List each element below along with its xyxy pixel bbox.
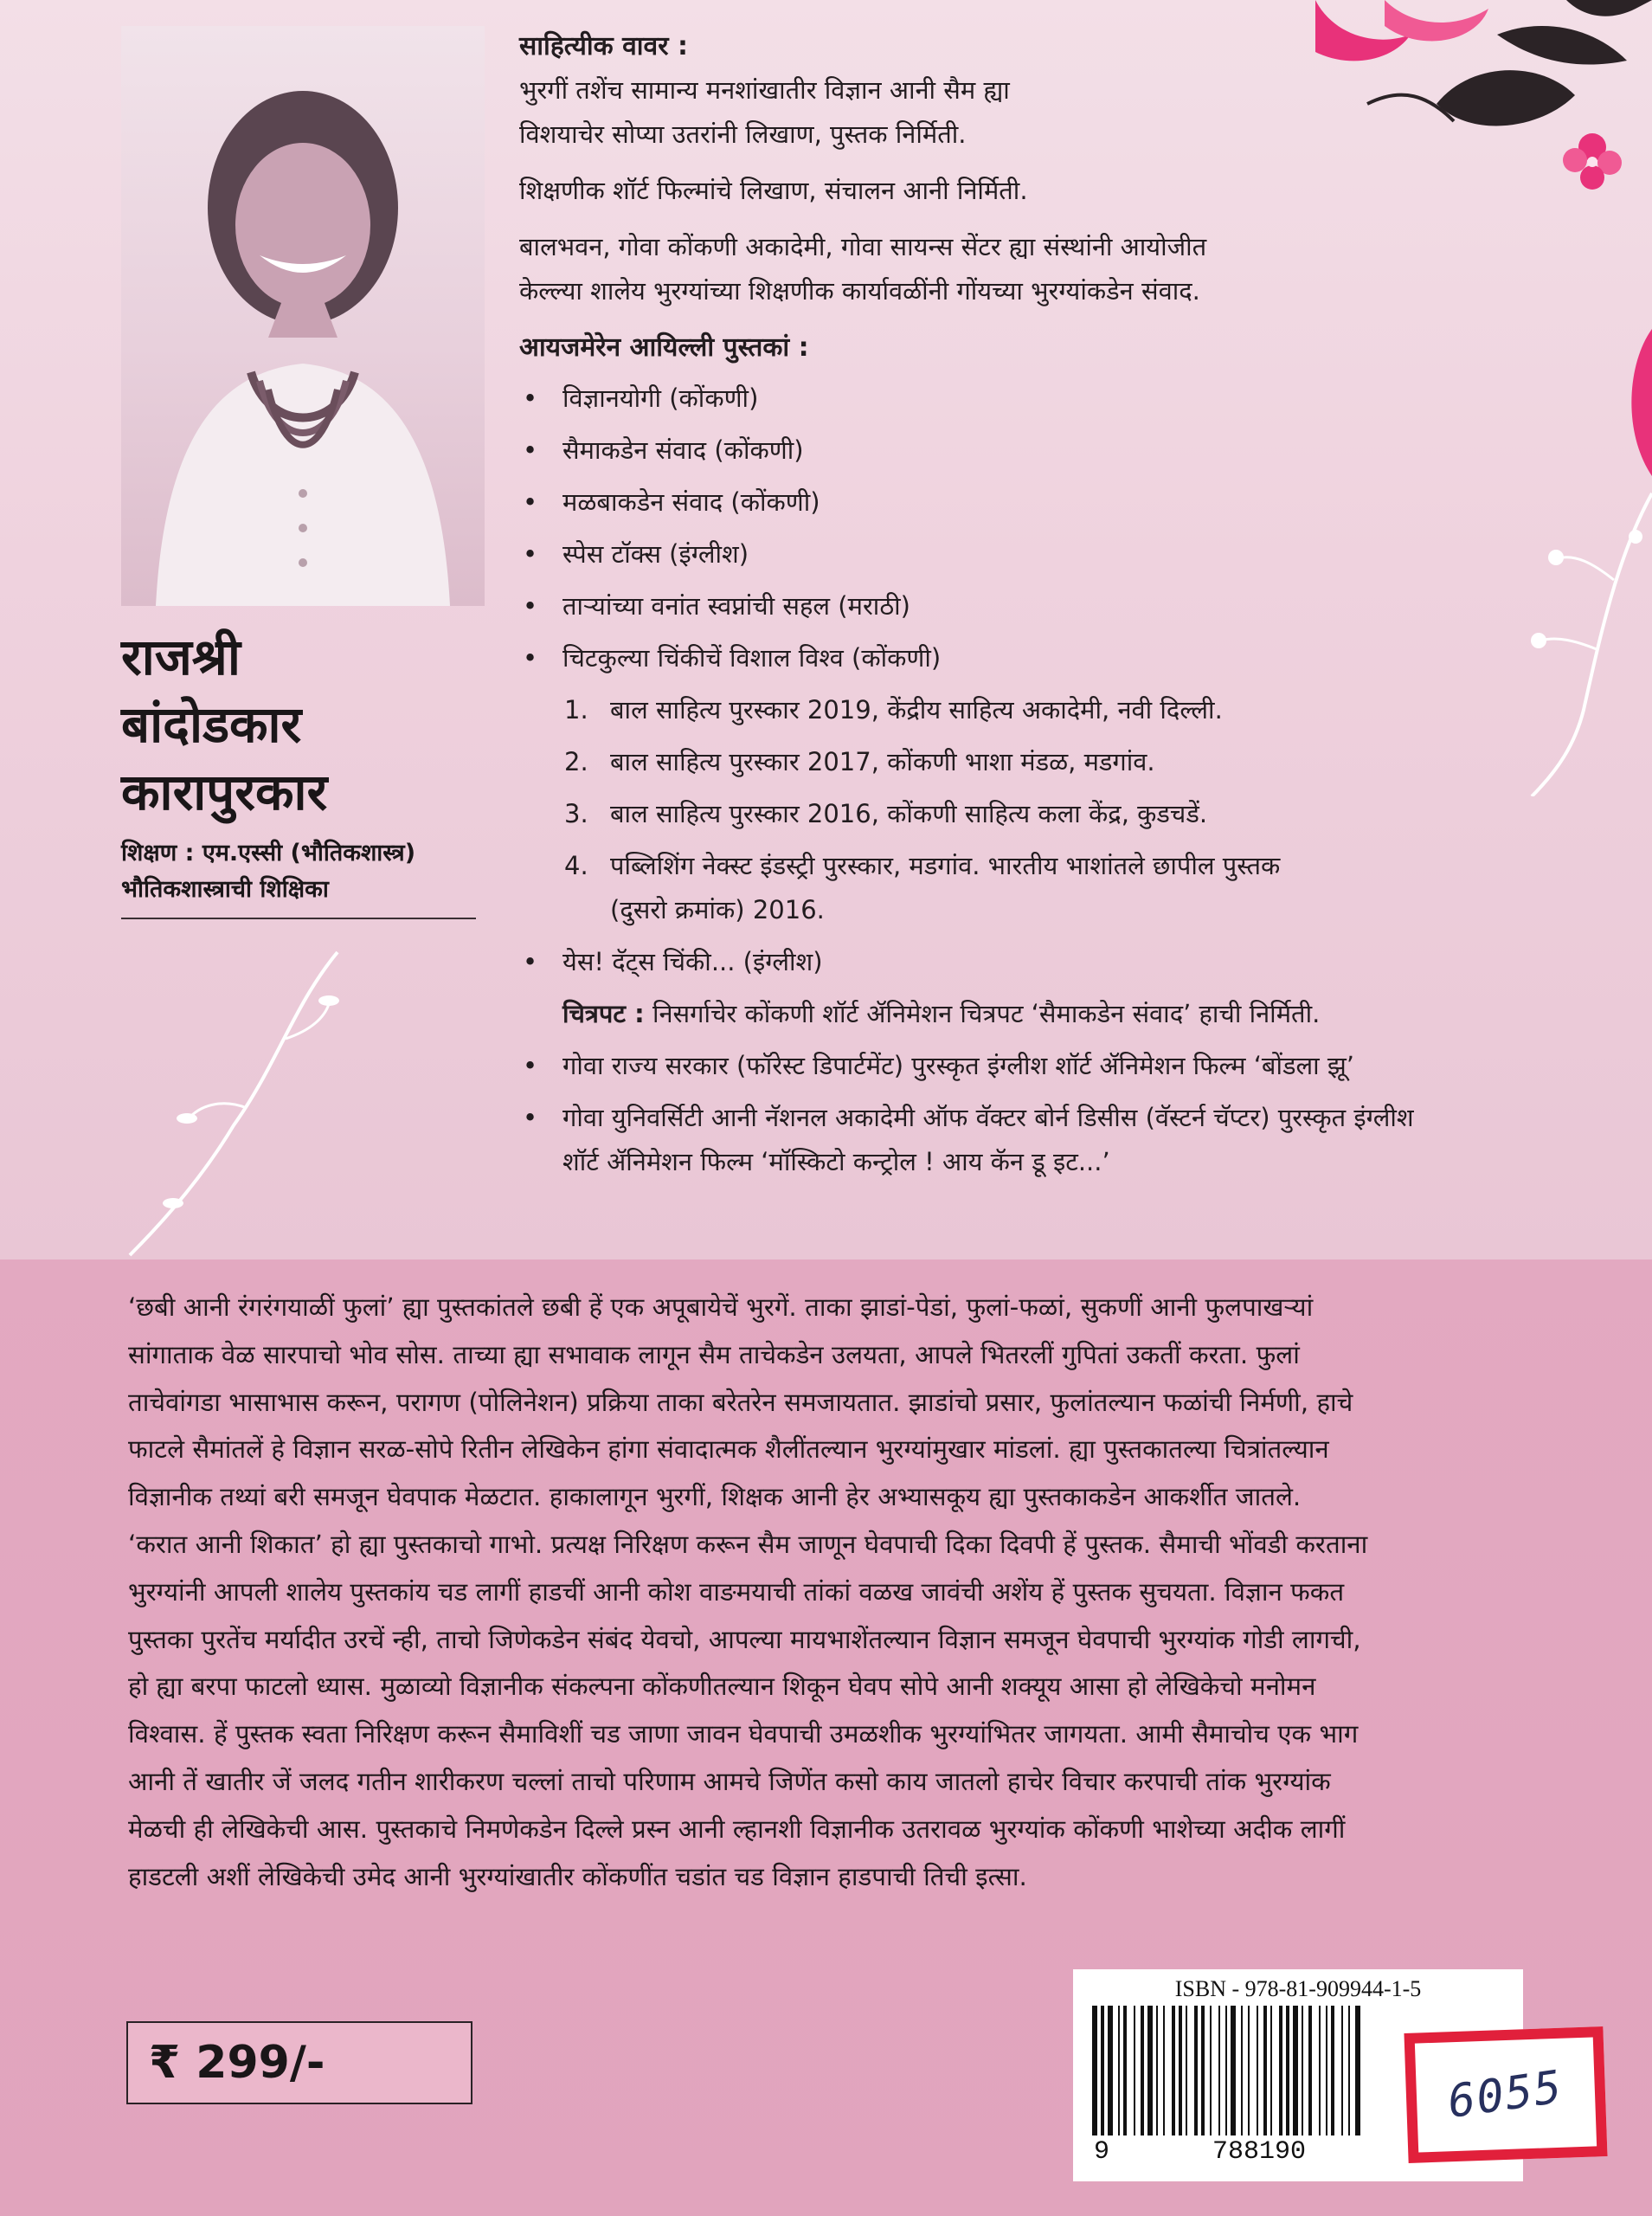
book-blurb [128,1284,1599,1900]
award-number: 3. [564,799,588,828]
blurb-line: हाडटली अशीं लेखिकेची उमेद आनी भुरग्यांखातीर कोंकणींत चडांत चड विज्ञान हाडपाची तिची इत्सा. [128,1861,1027,1891]
blurb-line: आनी तें खातीर जें जलद गतीन शारीकरण चल्लां ताचो परिणाम आमचे जिणेंत कसो काय जातलो हाचेर विचार करपाची तांक भुरग्यांक [128,1766,1331,1796]
film-list [519,1044,1636,1184]
book-item: • ताऱ्यांच्या वनांत स्वप्नांची सहल (मराठी) [519,584,1636,628]
award-number: 2. [564,747,588,776]
film-credit [519,992,1636,1036]
blurb-line: ‘छबी आनी रंगरंगयाळीं फुलां’ ह्या पुस्तकांतले छबी हें एक अपूबायेचें भुरगें. ताका झाडां-पेडां, फुलां-फळां, सुकणीं आनी फुलपाखऱ्यां [128,1292,1314,1322]
author-portrait-icon [121,26,485,606]
book-list-continued [519,940,1636,984]
white-twig-left-icon [121,935,346,1264]
film-writing-text: शिक्षणीक शॉर्ट फिल्मांचे लिखाण, संचालन आनी निर्मिती. [519,176,1028,205]
bio-line: केल्ल्या शालेय भुरग्यांच्या शिक्षणीक कार्यावळींनी गोंयच्या भुरग्यांकडेन संवाद. [519,276,1200,306]
books-heading: आयजमेरेन आयिल्ली पुस्तकां : [519,332,809,363]
film-item-line: • गोवा युनिवर्सिटी आनी नॅशनल अकादेमी ऑफ वॅक्टर बोर्न डिसीस (वॅस्टर्न चॅप्टर) पुरस्कृत इंग्लीश [562,1103,1414,1132]
award-list [519,688,1636,932]
award-number: 4. [564,851,588,880]
author-name-line: कारापुरकार [121,763,328,821]
price-text: ₹ 299/- [149,2037,325,2089]
award-item [519,740,1636,784]
blurb-line: फाटले सैमांतलें हे विज्ञान सरळ-सोपे रितीन लेखिकेन हांगा संवादात्मक शैलींतल्यान भुरग्यांमुखार मांडलां. ह्या पुस्तकातल्या चित्रांतल्यान [128,1434,1329,1465]
blurb-line: सांगाताक वेळ सारपाचो भोव सोस. ताच्या ह्या सभावाक लागून सैम ताचेकडेन उलयता, आपले भितरलीं गुपितां उकतीं करता. फुलां [128,1339,1300,1369]
library-sticker [1404,2026,1607,2163]
book-item: • सैमाकडेन संवाद (कोंकणी) [519,428,1636,473]
blurb-line: ‘करात आनी शिकात’ हो ह्या पुस्तकाचो गाभो. प्रत्यक्ष निरिक्षण करून सैम जाणून घेवपाची दिका दिवपी हें पुस्तक. सैमाची भोंवडी करताना [128,1529,1368,1559]
book-item: • स्पेस टॉक्स (इंग्लीश) [519,532,1636,577]
author-bio [519,24,1636,1192]
education-line: शिक्षण : एम.एस्सी (भौतिकशास्त्र) [121,840,416,866]
blurb-line: विज्ञानीक तथ्यां बरी समजून घेवपाक मेळटात. हाकालागून भुरगीं, शिक्षक आनी हेर अभ्यासकूय ह्या पुस्तकाकडेन आकर्शीत जातले. [128,1482,1302,1512]
bio-line: बालभवन, गोवा कोंकणी अकादेमी, गोवा सायन्स सेंटर ह्या संस्थांनी आयोजीत [519,232,1207,261]
film-item-line: शॉर्ट ॲनिमेशन फिल्म ‘मॉस्किटो कन्ट्रोल ! आय कॅन डू इट...’ [562,1147,1110,1176]
award-text: (दुसरो क्रमांक) 2016. [610,895,825,924]
film-text: निसर्गाचेर कोंकणी शॉर्ट ॲनिमेशन चित्रपट ‘सैमाकडेन संवाद’ हाची निर्मिती. [652,999,1321,1028]
award-text: बाल साहित्य पुरस्कार 2017, कोंकणी भाशा मंडळ, मडगांव. [610,747,1155,776]
award-number: 1. [564,695,588,725]
barcode-digit-group: 788190 [1212,2137,1306,2167]
book-item: • विज्ञानयोगी (कोंकणी) [519,377,1636,421]
author-name-line: राजश्री [121,628,241,686]
blurb-line: विश्वास. हें पुस्तक स्वता निरिक्षण करून सैमाविशीं चड जाणा जावन घेवपाची उमळशीक भुरग्यांभितर जागयता. आमी सैमाचोच एक भाग [128,1719,1359,1749]
author-divider [121,918,476,919]
profession-line: भौतिकशास्त्राची शिक्षिका [121,876,329,903]
bio-line: भुरगीं तशेंच सामान्य मनशांखातीर विज्ञान आनी सैम ह्या [519,75,1010,105]
blurb-line: मेळची ही लेखिकेची आस. पुस्तकाचे निमणेकडेन दिल्ले प्रस्न आनी ल्हानशी विज्ञानीक उतरावळ भुरग्यांक कोंकणी भाशेच्या अदीक लागीं [128,1813,1346,1844]
author-name-line: बांदोडकार [121,695,302,754]
sticker-number: 6055 [1444,2061,1567,2129]
author-name [121,623,485,826]
film-item [519,1096,1636,1184]
award-text: बाल साहित्य पुरस्कार 2019, केंद्रीय साहित्य अकादेमी, नवी दिल्ली. [610,695,1223,725]
bio-line: विशयाचेर सोप्या उतरांनी लिखाण, पुस्तक निर्मिती. [519,119,967,149]
blurb-line: ताचेवांगडा भासाभास करून, परागण (पोलिनेशन) प्रक्रिया ताका बरेतरेन समजायतात. झाडांचो प्रसार, फुलांतल्यान फळांची निर्मणी, हाचे [128,1387,1353,1417]
barcode-digit-group: 9 [1094,2137,1110,2167]
price-box [126,2021,472,2104]
book-item: • चिटकुल्या चिंकीचें विशाल विश्व (कोंकणी) [519,636,1636,680]
award-item [519,792,1636,836]
author-education [121,835,485,908]
book-item: • मळबाकडेन संवाद (कोंकणी) [519,480,1636,525]
award-item [519,844,1636,932]
book-list [519,377,1636,680]
film-label: चित्रपट : [562,999,645,1028]
literary-text [519,68,1636,157]
blurb-line: भुरग्यांनी आपली शालेय पुस्तकांय चड लागीं हाडचीं आनी कोश वाङमयाची तांकां वळख जावंची अशेंय हें पुस्तक सुचयता. विज्ञान फकत [128,1576,1345,1607]
award-text: बाल साहित्य पुरस्कार 2016, कोंकणी साहित्य कला केंद्र, कुडचडें. [610,799,1208,828]
outreach-text [519,225,1636,313]
book-item: • येस! दॅट्स चिंकी... (इंग्लीश) [519,940,1636,984]
isbn-text: ISBN - 978-81-909944-1-5 [1174,1976,1422,2001]
award-item [519,688,1636,732]
blurb-line: हो ह्या बरपा फाटलो ध्यास. मुळाव्यो विज्ञानीक संकल्पना कोंकणीतल्यान शिकून घेवप सोपे आनी शक्यूय आसा हो लेखिकेचो मनोमन [128,1672,1316,1702]
author-photo [121,26,485,606]
literary-heading: साहित्यीक वावर : [519,31,688,61]
film-item: • गोवा राज्य सरकार (फॉरेस्ट डिपार्टमेंट) पुरस्कृत इंग्लीश शॉर्ट ॲनिमेशन फिल्म ‘बोंडला झू’ [519,1044,1636,1088]
award-text: पब्लिशिंग नेक्स्ट इंडस्ट्री पुरस्कार, मडगांव. भारतीय भाशांतले छापील पुस्तक [610,851,1281,880]
blurb-line: पुस्तका पुरतेंच मर्यादीत उरचें न्ही, ताचो जिणेकडेन संबंद येवचो, आपल्या मायभाशेंतल्यान विज्ञान समजून घेवपाची भुरग्यांक गोडी लागची, [128,1624,1361,1654]
